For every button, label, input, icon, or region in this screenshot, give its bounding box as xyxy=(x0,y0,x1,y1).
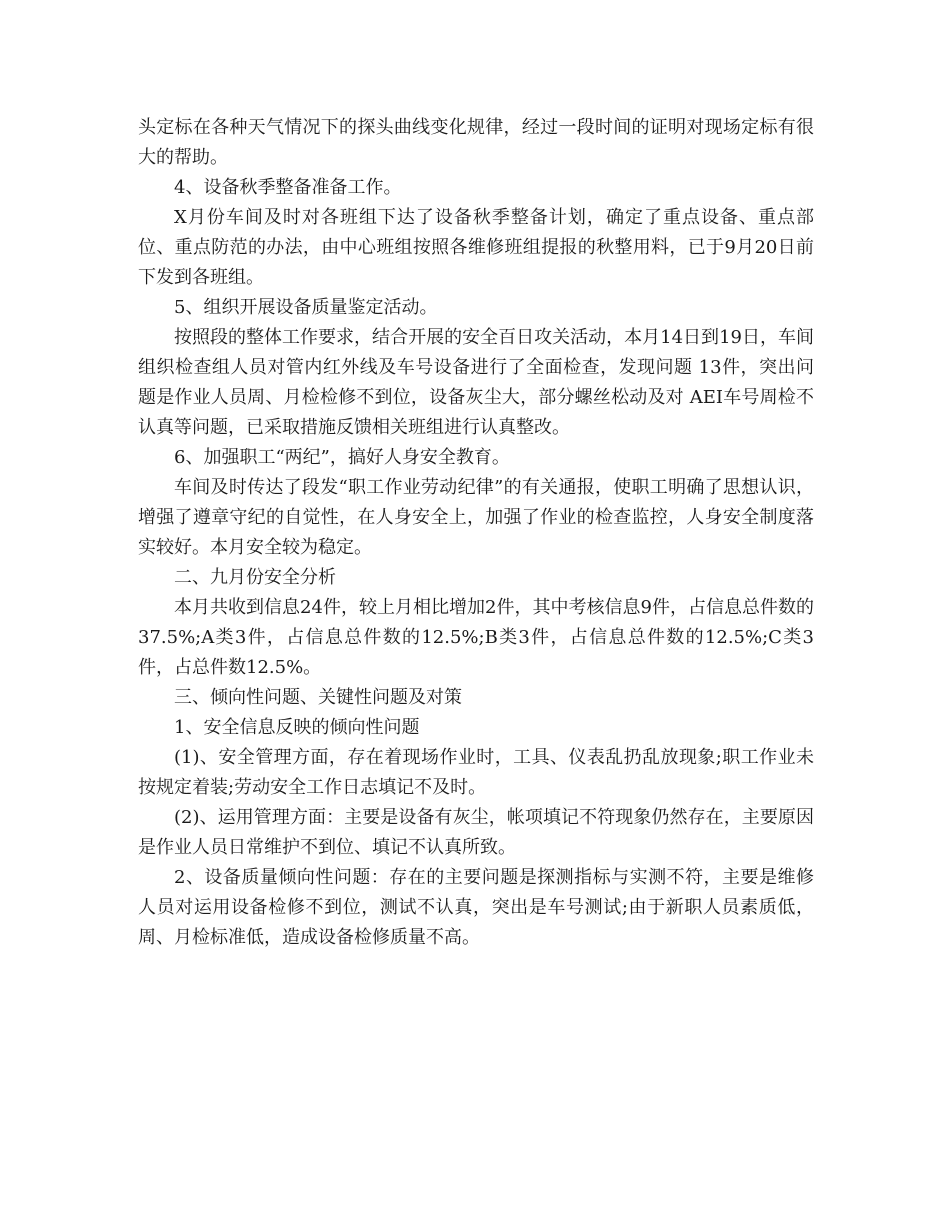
section-heading-september-safety-analysis: 二、九月份安全分析 xyxy=(174,567,336,588)
paragraph-quality-appraisal: 按照段的整体工作要求，结合开展的安全百日攻关活动，本月14日到19日，车间组织检查组人员对管内红外线及车号设备进行了全面检查，发现问题 13件，突出问题是作业人员周、月检检修不到位，设备灰尘大，部分螺丝松动及对 AEI车号周检不认真等问题，已采取措施反馈相关班组进行认真整改。 xyxy=(138,327,814,438)
paragraph-september-safety-analysis: 本月共收到信息24件，较上月相比增加2件，其中考核信息9件，占信息总件数的37.5%;A类3件，占信息总件数的12.5%;B类3件，占信息总件数的12.5%;C类3件，占总件数12.5%。 xyxy=(138,597,814,678)
section-heading-issues-and-countermeasures: 三、倾向性问题、关键性问题及对策 xyxy=(174,687,462,708)
paragraph-safety-management: (1)、安全管理方面，存在着现场作业时，工具、仪表乱扔乱放现象;职工作业未按规定着装;劳动安全工作日志填记不及时。 xyxy=(138,747,814,798)
paragraph-operation-management: (2)、运用管理方面：主要是设备有灰尘，帐项填记不符现象仍然存在，主要原因是作业人员日常维护不到位、填记不认真所致。 xyxy=(138,807,814,858)
paragraph-continuation: 头定标在各种天气情况下的探头曲线变化规律，经过一段时间的证明对现场定标有很大的帮助。 xyxy=(138,117,814,168)
section-heading-quality-appraisal: 5、组织开展设备质量鉴定活动。 xyxy=(174,297,438,318)
paragraph-autumn-preparation: X月份车间及时对各班组下达了设备秋季整备计划，确定了重点设备、重点部位、重点防范的办法，由中心班组按照各维修班组提报的秋整用料，已于9月20日前下发到各班组。 xyxy=(138,207,814,288)
paragraph-discipline-education: 车间及时传达了段发“职工作业劳动纪律”的有关通报，使职工明确了思想认识，增强了遵章守纪的自觉性，在人身安全上，加强了作业的检查监控，人身安全制度落实较好。本月安全较为稳定。 xyxy=(138,477,814,558)
section-heading-autumn-preparation: 4、设备秋季整备准备工作。 xyxy=(174,177,402,198)
subsection-heading-safety-info-issues: 1、安全信息反映的倾向性问题 xyxy=(174,717,420,738)
paragraph-equipment-quality-issues: 2、设备质量倾向性问题：存在的主要问题是探测指标与实测不符，主要是维修人员对运用设备检修不到位，测试不认真，突出是车号测试;由于新职人员素质低，周、月检标准低，造成设备检修质量不高。 xyxy=(138,867,814,948)
section-heading-discipline-education: 6、加强职工“两纪”，搞好人身安全教育。 xyxy=(174,447,510,468)
document-body xyxy=(138,113,814,953)
